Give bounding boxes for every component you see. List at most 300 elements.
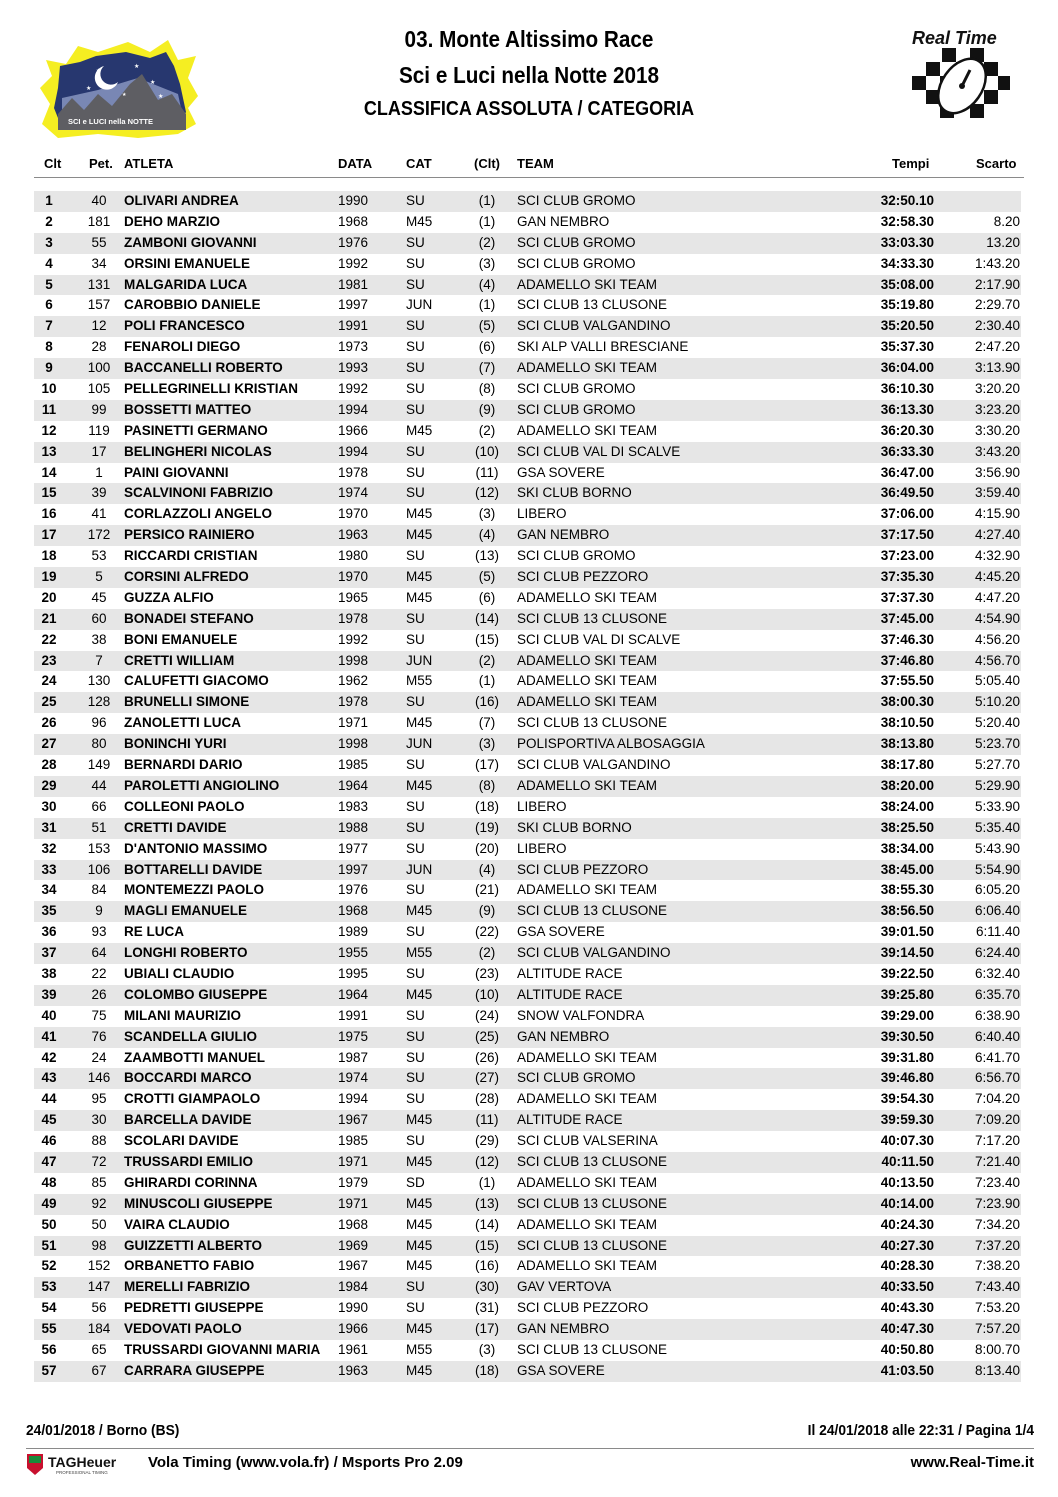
table-row (34, 1152, 1021, 1173)
gap: 7:04.20 (974, 1091, 1020, 1107)
category: SU (406, 381, 425, 397)
rank: 45 (41, 1112, 57, 1128)
birth-year: 1994 (338, 443, 369, 459)
rank: 14 (41, 464, 57, 480)
time: 37:17.50 (880, 527, 934, 543)
time: 36:49.50 (880, 485, 934, 501)
time: 38:20.00 (880, 777, 934, 793)
time: 37:55.50 (880, 673, 934, 689)
athlete-name: ORBANETTO FABIO (124, 1258, 255, 1274)
category-rank: (26) (474, 1049, 499, 1065)
gap: 4:56.70 (974, 652, 1020, 668)
athlete-name: BARCELLA DAVIDE (124, 1112, 252, 1128)
team: SCI CLUB 13 CLUSONE (517, 610, 668, 626)
birth-year: 1993 (338, 360, 369, 376)
category-rank: (8) (478, 381, 496, 397)
team: SCI CLUB 13 CLUSONE (517, 297, 668, 313)
team: ADAMELLO SKI TEAM (517, 276, 658, 292)
category-rank: (1) (478, 213, 496, 229)
category: M45 (406, 213, 433, 229)
time: 37:46.30 (880, 631, 934, 647)
bib: 76 (91, 1028, 107, 1044)
team: ADAMELLO SKI TEAM (517, 589, 658, 605)
time: 38:55.30 (880, 882, 934, 898)
team: SNOW VALFONDRA (517, 1007, 645, 1023)
rank: 7 (45, 318, 53, 334)
birth-year: 1997 (338, 297, 369, 313)
category: M45 (406, 1216, 433, 1232)
gap: 5:05.40 (974, 673, 1020, 689)
category: M45 (406, 903, 433, 919)
table-row (34, 337, 1021, 358)
gap: 6:05.20 (974, 882, 1020, 898)
category-rank: (1) (478, 193, 496, 208)
category-rank: (13) (474, 1195, 499, 1211)
team: SCI CLUB VAL DI SCALVE (517, 443, 681, 459)
birth-year: 1963 (338, 1362, 369, 1378)
bib: 65 (91, 1341, 107, 1357)
rank: 46 (41, 1133, 57, 1149)
athlete-name: OLIVARI ANDREA (124, 193, 239, 208)
athlete-name: COLLEONI PAOLO (124, 798, 245, 814)
time: 38:13.80 (880, 736, 934, 752)
time: 37:23.00 (880, 548, 934, 564)
category-rank: (7) (478, 715, 496, 731)
table-row (34, 233, 1021, 254)
category: M45 (406, 1258, 433, 1274)
table-row (34, 442, 1021, 463)
birth-year: 1992 (338, 631, 369, 647)
table-row (34, 713, 1021, 734)
category-rank: (4) (478, 276, 496, 292)
bib: 39 (91, 485, 107, 501)
rank: 39 (41, 986, 57, 1002)
rank: 23 (41, 652, 57, 668)
category-rank: (16) (474, 1258, 499, 1274)
gap: 7:37.20 (974, 1237, 1020, 1253)
time: 39:14.50 (880, 945, 934, 961)
time: 36:20.30 (880, 422, 934, 438)
birth-year: 1979 (338, 1174, 369, 1190)
time: 37:45.00 (880, 610, 934, 626)
rank: 40 (41, 1007, 57, 1023)
results-table (34, 191, 1021, 1382)
rank: 48 (41, 1174, 57, 1190)
bib: 88 (91, 1133, 107, 1149)
table-row (34, 1256, 1021, 1277)
category: SU (406, 965, 425, 981)
category: JUN (406, 736, 433, 752)
category-rank: (1) (478, 297, 496, 313)
table-row (34, 295, 1021, 316)
bib: 172 (87, 527, 111, 543)
rank: 41 (41, 1028, 57, 1044)
table-row (34, 1194, 1021, 1215)
category: SU (406, 318, 425, 334)
team: ALTITUDE RACE (517, 965, 623, 981)
table-row (34, 1048, 1021, 1069)
category-rank: (1) (478, 1174, 496, 1190)
gap: 8:13.40 (974, 1362, 1020, 1378)
team: ALTITUDE RACE (517, 1112, 623, 1128)
category: M45 (406, 1112, 433, 1128)
athlete-name: BOSSETTI MATTEO (124, 401, 252, 417)
category: SU (406, 234, 425, 250)
bib: 38 (91, 631, 107, 647)
category: M45 (406, 1362, 433, 1378)
time: 40:24.30 (880, 1216, 934, 1232)
team: SCI CLUB 13 CLUSONE (517, 903, 668, 919)
team: SCI CLUB GROMO (517, 401, 636, 417)
table-row (34, 1068, 1021, 1089)
gap: 7:38.20 (974, 1258, 1020, 1274)
team: POLISPORTIVA ALBOSAGGIA (517, 736, 705, 752)
birth-year: 1994 (338, 1091, 369, 1107)
svg-text:★: ★ (134, 64, 140, 70)
page-title: 03. Monte Altissimo Race (404, 26, 654, 52)
time: 40:07.30 (880, 1133, 934, 1149)
team: GSA SOVERE (517, 924, 605, 940)
athlete-name: BONI EMANUELE (124, 631, 238, 647)
team: GAN NEMBRO (517, 1321, 610, 1337)
team: ADAMELLO SKI TEAM (517, 422, 658, 438)
athlete-name: MERELLI FABRIZIO (124, 1279, 250, 1295)
gap: 5:27.70 (974, 757, 1020, 773)
bib: 26 (91, 986, 107, 1002)
athlete-name: GHIRARDI CORINNA (124, 1174, 258, 1190)
gap: 3:23.20 (974, 401, 1020, 417)
table-row (34, 358, 1021, 379)
table-row (34, 671, 1021, 692)
athlete-name: ZAAMBOTTI MANUEL (124, 1049, 265, 1065)
gap: 3:56.90 (974, 464, 1020, 480)
time: 37:37.30 (880, 589, 934, 605)
table-row (34, 630, 1021, 651)
gap: 5:29.90 (974, 777, 1020, 793)
rank: 9 (45, 360, 53, 376)
category: SU (406, 882, 425, 898)
tag-heuer-logo (26, 1452, 146, 1476)
category-rank: (10) (474, 443, 499, 459)
category-rank: (1) (478, 673, 496, 689)
gap: 3:43.20 (974, 443, 1020, 459)
category: SU (406, 339, 425, 355)
category: SU (406, 1070, 425, 1086)
athlete-name: CRETTI DAVIDE (124, 819, 227, 835)
team: GSA SOVERE (517, 464, 605, 480)
table-row (34, 755, 1021, 776)
table-row (34, 964, 1021, 985)
bib: 98 (91, 1237, 107, 1253)
athlete-name: FENAROLI DIEGO (124, 339, 241, 355)
category: SU (406, 840, 425, 856)
athlete-name: VEDOVATI PAOLO (124, 1321, 242, 1337)
rank: 11 (41, 401, 57, 417)
birth-year: 1967 (338, 1258, 369, 1274)
footer-software: Vola Timing (www.vola.fr) / Msports Pro 2.09 (148, 1454, 463, 1471)
bib: 34 (91, 255, 107, 271)
time: 36:04.00 (880, 360, 934, 376)
time: 39:31.80 (880, 1049, 934, 1065)
athlete-name: DEHO MARZIO (124, 213, 220, 229)
birth-year: 1968 (338, 1216, 369, 1232)
category: M45 (406, 1153, 433, 1169)
time: 40:28.30 (880, 1258, 934, 1274)
birth-year: 1992 (338, 255, 369, 271)
bib: 105 (87, 381, 111, 397)
rank: 33 (41, 861, 57, 877)
team: ADAMELLO SKI TEAM (517, 673, 658, 689)
rank: 47 (41, 1153, 57, 1169)
page-subtitle: Sci e Luci nella Notte 2018 (398, 62, 660, 88)
bib: 64 (91, 945, 107, 961)
table-row (34, 546, 1021, 567)
team: SCI CLUB GROMO (517, 381, 636, 397)
gap: 2:17.90 (974, 276, 1020, 292)
athlete-name: PELLEGRINELLI KRISTIAN (124, 381, 299, 397)
rank: 19 (41, 569, 57, 585)
bib: 17 (91, 443, 107, 459)
rank: 44 (41, 1091, 57, 1107)
col-pet: Pet. (89, 156, 113, 171)
time: 39:46.80 (880, 1070, 934, 1086)
category-rank: (9) (478, 401, 496, 417)
svg-text:★: ★ (96, 68, 101, 74)
birth-year: 1997 (338, 861, 369, 877)
bib: 119 (88, 422, 110, 438)
time: 38:17.80 (880, 757, 934, 773)
birth-year: 1988 (338, 819, 369, 835)
gap: 4:56.20 (974, 631, 1020, 647)
team: LIBERO (517, 798, 567, 814)
athlete-name: BACCANELLI ROBERTO (124, 360, 283, 376)
team: ADAMELLO SKI TEAM (517, 1258, 658, 1274)
col-team: TEAM (517, 156, 554, 171)
rank: 25 (41, 694, 57, 710)
team: ADAMELLO SKI TEAM (517, 777, 658, 793)
athlete-name: UBIALI CLAUDIO (124, 965, 235, 981)
team: SCI CLUB GROMO (517, 193, 636, 208)
team: SCI CLUB PEZZORO (517, 861, 649, 877)
category: SU (406, 443, 425, 459)
table-row (34, 1027, 1021, 1048)
rank: 18 (41, 548, 57, 564)
birth-year: 1970 (338, 569, 369, 585)
birth-year: 1987 (338, 1049, 369, 1065)
team: SCI CLUB 13 CLUSONE (517, 1153, 668, 1169)
bib: 99 (91, 401, 107, 417)
bib: 92 (91, 1195, 107, 1211)
time: 38:56.50 (880, 903, 934, 919)
svg-text:★: ★ (86, 86, 92, 92)
gap: 6:32.40 (974, 965, 1020, 981)
table-row (34, 880, 1021, 901)
birth-year: 1962 (338, 673, 369, 689)
category: M45 (406, 1321, 433, 1337)
category: SU (406, 819, 425, 835)
birth-year: 1983 (338, 798, 369, 814)
table-row (34, 316, 1021, 337)
tag-subtitle: PROFESSIONAL TIMING (56, 1470, 108, 1475)
category: M55 (406, 1341, 433, 1357)
logo-right-text: Real Time (912, 28, 997, 48)
athlete-name: MAGLI EMANUELE (124, 903, 247, 919)
gap: 2:47.20 (974, 339, 1020, 355)
birth-year: 1998 (338, 652, 369, 668)
table-row (34, 651, 1021, 672)
classification-title: CLASSIFICA ASSOLUTA / CATEGORIA (363, 98, 695, 120)
athlete-name: MALGARIDA LUCA (124, 276, 248, 292)
time: 36:47.00 (880, 464, 934, 480)
category: SU (406, 464, 425, 480)
rank: 43 (41, 1070, 57, 1086)
bib: 55 (91, 234, 107, 250)
category-rank: (10) (474, 986, 499, 1002)
bib: 1 (95, 464, 103, 480)
birth-year: 1990 (338, 193, 369, 208)
svg-text:★: ★ (150, 80, 156, 86)
birth-year: 1976 (338, 882, 369, 898)
team: SKI CLUB BORNO (517, 819, 632, 835)
category: SU (406, 1279, 425, 1295)
table-row (34, 1089, 1021, 1110)
table-row (34, 943, 1021, 964)
birth-year: 1965 (338, 589, 369, 605)
table-row (34, 1340, 1021, 1361)
team: SCI CLUB GROMO (517, 1070, 636, 1086)
rank: 6 (45, 297, 53, 313)
gap: 6:40.40 (974, 1028, 1020, 1044)
table-row (34, 254, 1021, 275)
bib: 95 (91, 1091, 107, 1107)
bib: 40 (91, 193, 107, 208)
table-row (34, 275, 1021, 296)
rank: 17 (41, 527, 57, 543)
team: SCI CLUB VAL DI SCALVE (517, 631, 681, 647)
category: M45 (406, 527, 433, 543)
category-rank: (3) (478, 736, 496, 752)
birth-year: 1985 (338, 757, 369, 773)
col-cat: CAT (406, 156, 432, 171)
team: ADAMELLO SKI TEAM (517, 1216, 658, 1232)
table-row (34, 609, 1021, 630)
table-row (34, 1215, 1021, 1236)
category: M45 (406, 986, 433, 1002)
athlete-name: RICCARDI CRISTIAN (124, 548, 258, 564)
table-row (34, 525, 1021, 546)
athlete-name: CROTTI GIAMPAOLO (124, 1091, 261, 1107)
team: ADAMELLO SKI TEAM (517, 694, 658, 710)
footer-printed-page: Il 24/01/2018 alle 22:31 / Pagina 1/4 (807, 1422, 1034, 1439)
category-rank: (17) (474, 1321, 499, 1337)
team: SCI CLUB VALGANDINO (517, 318, 671, 334)
athlete-name: D'ANTONIO MASSIMO (124, 840, 268, 856)
team: SCI CLUB VALSERINA (517, 1133, 658, 1149)
category: SU (406, 255, 425, 271)
rank: 52 (41, 1258, 57, 1274)
category: M45 (406, 589, 433, 605)
category-rank: (11) (475, 464, 499, 480)
gap: 7:57.20 (974, 1321, 1020, 1337)
bib: 12 (91, 318, 107, 334)
birth-year: 1991 (338, 318, 369, 334)
bib: 80 (91, 736, 107, 752)
footer-date-place: 24/01/2018 / Borno (BS) (26, 1422, 180, 1439)
category-rank: (13) (474, 548, 499, 564)
table-row (34, 567, 1021, 588)
athlete-name: ZAMBONI GIOVANNI (124, 234, 257, 250)
logo-left-text: SCI e LUCI nella NOTTE (68, 117, 154, 126)
bib: 100 (87, 360, 111, 376)
bib: 146 (87, 1070, 111, 1086)
team: ADAMELLO SKI TEAM (517, 360, 658, 376)
table-row (34, 1277, 1021, 1298)
team: GAV VERTOVA (517, 1279, 612, 1295)
sci-e-luci-logo (38, 38, 200, 140)
category-rank: (29) (474, 1133, 499, 1149)
birth-year: 1989 (338, 924, 369, 940)
athlete-name: PAINI GIOVANNI (124, 464, 229, 480)
rank: 31 (41, 819, 57, 835)
category-rank: (22) (474, 924, 499, 940)
team: SCI CLUB PEZZORO (517, 1300, 649, 1316)
time: 38:24.00 (880, 798, 934, 814)
time: 40:50.80 (880, 1341, 934, 1357)
table-row (34, 1110, 1021, 1131)
time: 32:50.10 (880, 193, 934, 208)
table-row (34, 212, 1021, 233)
bib: 181 (87, 213, 111, 229)
team: SKI CLUB BORNO (517, 485, 632, 501)
table-row (34, 1361, 1021, 1382)
category-rank: (8) (478, 777, 496, 793)
birth-year: 1998 (338, 736, 369, 752)
time: 40:27.30 (880, 1237, 934, 1253)
rank: 10 (41, 381, 57, 397)
col-data: DATA (338, 156, 373, 171)
athlete-name: MONTEMEZZI PAOLO (124, 882, 264, 898)
gap: 1:43.20 (974, 255, 1020, 271)
rank: 56 (41, 1341, 57, 1357)
time: 41:03.50 (880, 1362, 934, 1378)
birth-year: 1955 (338, 945, 369, 961)
birth-year: 1975 (338, 1028, 369, 1044)
athlete-name: BERNARDI DARIO (124, 757, 243, 773)
birth-year: 1964 (338, 986, 369, 1002)
rank: 15 (41, 485, 57, 501)
birth-year: 1995 (338, 965, 369, 981)
time: 36:13.30 (880, 401, 934, 417)
team: SCI CLUB GROMO (517, 548, 636, 564)
bib: 149 (87, 757, 111, 773)
table-row (34, 839, 1021, 860)
table-row (34, 1319, 1021, 1340)
footer-website[interactable]: www.Real-Time.it (910, 1454, 1034, 1471)
table-row (34, 191, 1021, 212)
team: LIBERO (517, 506, 567, 522)
rank: 22 (41, 631, 57, 647)
birth-year: 1978 (338, 610, 369, 626)
gap: 8.20 (993, 213, 1020, 229)
gap: 7:21.40 (974, 1153, 1020, 1169)
bib: 84 (91, 882, 107, 898)
rank: 42 (41, 1049, 57, 1065)
category: SU (406, 1091, 425, 1107)
category-rank: (31) (474, 1300, 499, 1316)
birth-year: 1961 (338, 1341, 369, 1357)
category: M45 (406, 777, 433, 793)
gap: 7:09.20 (974, 1112, 1020, 1128)
